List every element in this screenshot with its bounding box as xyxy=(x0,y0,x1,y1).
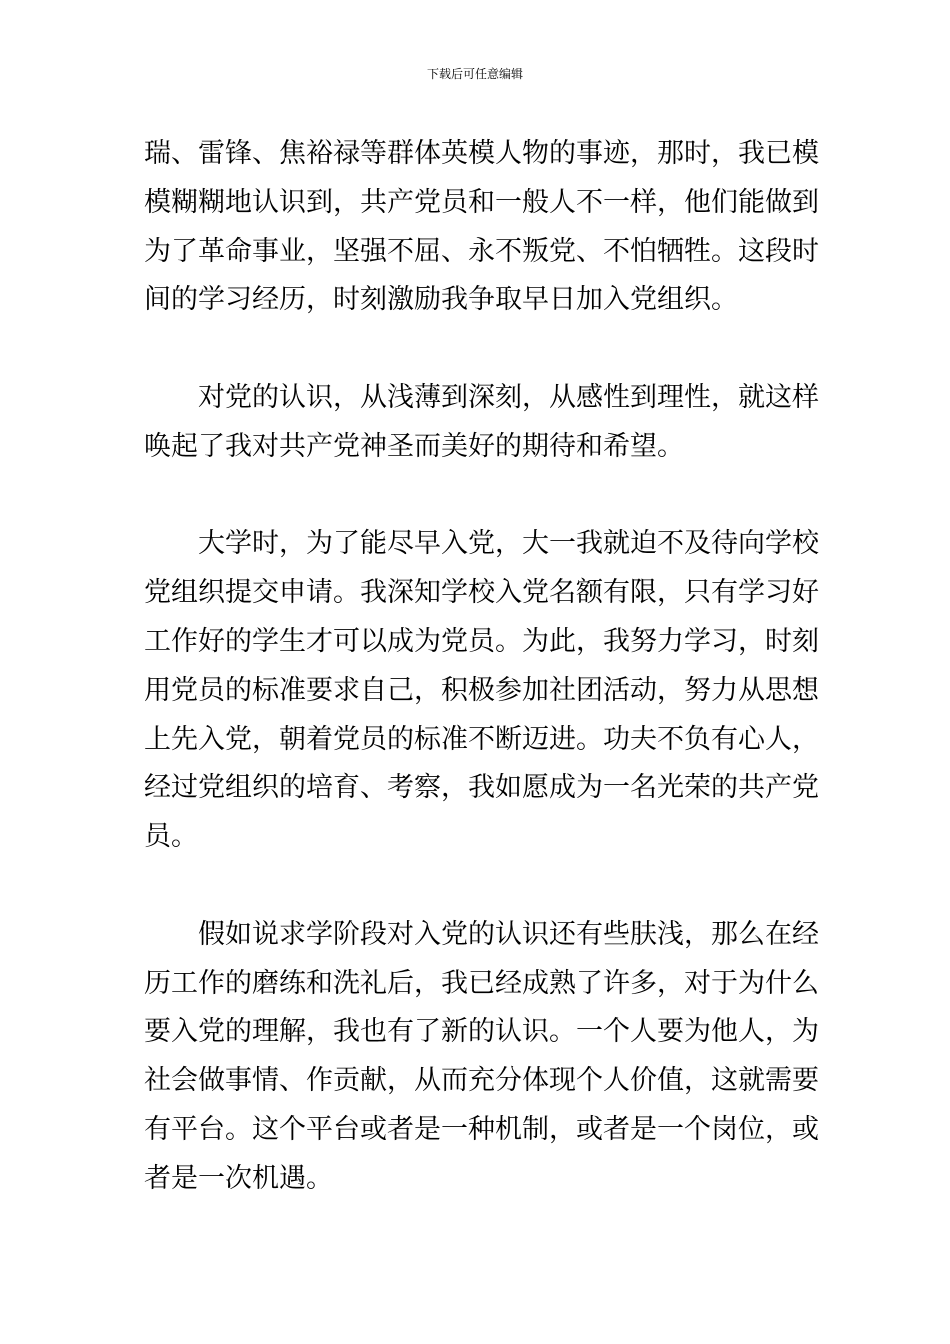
text-line: 社会做事情、作贡献，从而充分体现个人价值，这就需要 xyxy=(144,1065,819,1097)
text-line: 为了革命事业，坚强不屈、永不叛党、不怕牺牲。这段时 xyxy=(144,235,819,267)
text-line: 上先入党，朝着党员的标准不断迈进。功夫不负有心人， xyxy=(144,723,819,755)
paragraph-spacer xyxy=(144,472,808,521)
text-line: 唤起了我对共产党神圣而美好的期待和希望。 xyxy=(144,430,684,462)
text-line: 工作好的学生才可以成为党员。为此，我努力学习，时刻 xyxy=(144,625,819,657)
page-header: 下载后可任意编辑 xyxy=(426,67,523,81)
paragraph-2 xyxy=(144,374,819,472)
text-line: 有平台。这个平台或者是一种机制，或者是一个岗位，或 xyxy=(144,1113,819,1145)
text-line: 大学时，为了能尽早入党，大一我就迫不及待向学校 xyxy=(198,528,819,560)
paragraph-spacer xyxy=(144,862,808,911)
text-line: 对党的认识，从浅薄到深刻，从感性到理性，就这样 xyxy=(198,381,819,413)
paragraph-3 xyxy=(144,520,819,862)
paragraph-4 xyxy=(144,911,819,1204)
paragraph-1 xyxy=(144,130,819,325)
document-body xyxy=(144,130,819,1204)
text-line: 历工作的磨练和洗礼后，我已经成熟了许多，对于为什么 xyxy=(144,967,819,999)
text-line: 瑞、雷锋、焦裕禄等群体英模人物的事迹，那时，我已模 xyxy=(144,138,819,169)
text-line: 经过党组织的培育、考察，我如愿成为一名光荣的共产党 xyxy=(144,772,819,804)
paragraph-spacer xyxy=(144,325,808,374)
text-line: 模糊糊地认识到，共产党员和一般人不一样，他们能做到 xyxy=(144,186,819,218)
text-line: 间的学习经历，时刻激励我争取早日加入党组织。 xyxy=(144,284,738,316)
text-line: 要入党的理解，我也有了新的认识。一个人要为他人，为 xyxy=(144,1016,819,1048)
text-line: 假如说求学阶段对入党的认识还有些肤浅，那么在经 xyxy=(198,918,819,950)
text-line: 用党员的标准要求自己，积极参加社团活动，努力从思想 xyxy=(144,674,819,706)
text-line: 者是一次机遇。 xyxy=(144,1162,333,1194)
text-line: 党组织提交申请。我深知学校入党名额有限，只有学习好 xyxy=(144,577,819,609)
text-line: 员。 xyxy=(144,821,198,853)
